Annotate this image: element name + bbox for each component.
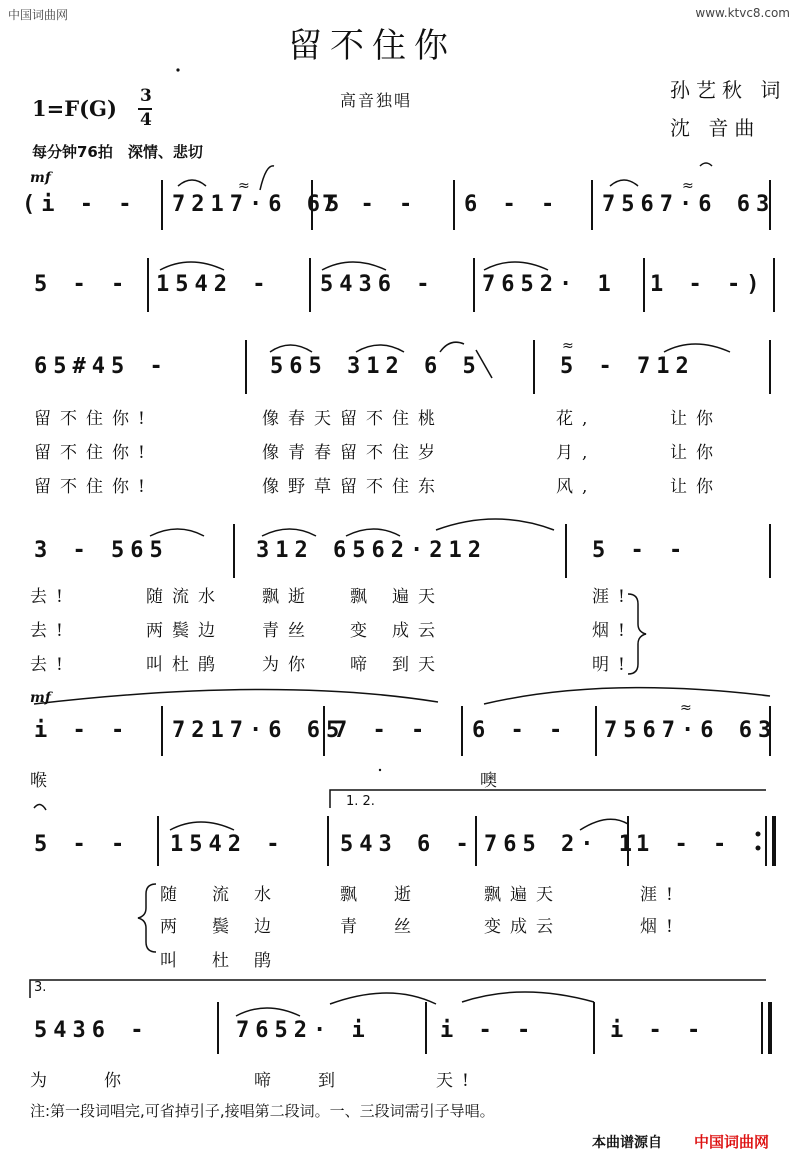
lyric-3-v3-d: 让你 (670, 477, 722, 497)
slur (462, 992, 594, 1002)
slur (262, 529, 316, 536)
measure-6-5: 1 - - (636, 832, 733, 857)
volta-bracket-1 (330, 790, 766, 808)
mordent: ≈ (682, 178, 694, 194)
lyric-6-v3-a: 叫 (160, 951, 186, 971)
phrase-arc (484, 688, 770, 704)
measure-4-1: 3 - 565 (34, 538, 169, 563)
measure-7-2: 7652· i (236, 1018, 371, 1043)
mordent: ≈ (238, 178, 250, 194)
lyric-4-v2-e: 成云 (392, 621, 444, 641)
slur (150, 529, 204, 536)
measure-1-4: 6 - - (464, 192, 561, 217)
phrase-arc (34, 689, 438, 704)
measure-2-3: 5436 - (320, 272, 436, 297)
mark-dot (176, 68, 179, 71)
volta-1-2: 1. 2. (346, 794, 375, 809)
slur (610, 180, 638, 186)
lyric-3-v1-a: 留不住你! (34, 409, 154, 429)
lyric-4-v1-c: 飘逝 (262, 587, 314, 607)
lyric-6-v1-f: 飘遍天 (484, 885, 562, 905)
measure-2-1: 5 - - (34, 272, 131, 297)
lyric-5-a: 喉 (30, 771, 56, 791)
lyric-6-v1-e: 逝 (394, 885, 420, 905)
lyric-4-v3-a: 去! (30, 655, 72, 675)
measure-7-3: i - - (440, 1018, 537, 1043)
lyric-4-v3-b: 叫杜鹃 (146, 655, 224, 675)
lyric-3-v1-c: 花, (556, 409, 597, 429)
slur (260, 166, 274, 190)
measure-6-4: 765 2· 1 (484, 832, 638, 857)
measure-2-5: 1 - -) (650, 272, 766, 297)
lyric-4-v1-b: 随流水 (146, 587, 224, 607)
measure-2-2: 1542 - (156, 272, 272, 297)
lyric-3-v2-a: 留不住你! (34, 443, 154, 463)
time-signature-bottom: 4 (140, 110, 152, 130)
measure-1-2: 7217·6 65 (172, 192, 346, 217)
measure-3-2: 565 312 6 5 (270, 354, 482, 379)
song-subtitle: 高音独唱 (340, 91, 413, 110)
measure-1-5: 7567·6 63 (602, 192, 776, 217)
slur (322, 262, 386, 270)
lyric-6-v2-g: 烟! (640, 917, 682, 937)
slur (440, 342, 464, 352)
slur (178, 180, 206, 186)
measure-1-3: 7 - - (322, 192, 419, 217)
lyric-4-v2-d: 变 (350, 621, 376, 641)
composer-credit: 沈 音曲 (670, 116, 761, 140)
measure-1-1: (i - - (22, 192, 138, 217)
lyricist-credit: 孙艺秋 词 (670, 78, 787, 102)
lyric-4-v3-f: 明! (592, 655, 634, 675)
lyric-5-b: 噢 (480, 771, 506, 791)
measure-6-1: 5 - - (34, 832, 131, 857)
lyric-6-v3-c: 鹃 (254, 951, 280, 971)
measure-6-2: 1542 - (170, 832, 286, 857)
slur (34, 804, 46, 810)
lyric-6-v1-d: 飘 (340, 885, 366, 905)
lyric-7-c: 啼 (254, 1071, 280, 1091)
lyric-6-v1-b: 流 (212, 885, 238, 905)
volta-bracket-3 (30, 980, 766, 998)
slur (356, 345, 404, 352)
lyric-6-v1-c: 水 (254, 885, 280, 905)
lyric-7-a: 为 (30, 1071, 56, 1091)
slur (160, 262, 224, 270)
lyric-3-v3-c: 风, (556, 477, 597, 497)
slur (346, 529, 400, 536)
measure-5-3: 7 - - (334, 718, 431, 743)
lyric-4-v3-e: 到天 (392, 655, 444, 675)
time-signature-top: 3 (140, 86, 152, 106)
mark-dot (379, 769, 381, 771)
measure-7-1: 5436 - (34, 1018, 150, 1043)
lyric-4-v1-e: 遍天 (392, 587, 444, 607)
measure-5-4: 6 - - (472, 718, 569, 743)
repeat-dot (756, 846, 761, 851)
lyric-3-v3-a: 留不住你! (34, 477, 154, 497)
lyric-6-v2-e: 丝 (394, 917, 420, 937)
slur (270, 345, 312, 352)
lyric-6-v2-d: 青 (340, 917, 366, 937)
lyric-4-v2-f: 烟! (592, 621, 634, 641)
lyric-3-v2-c: 月, (556, 443, 597, 463)
lyric-6-v2-b: 鬓 (212, 917, 238, 937)
lyric-6-v1-a: 随 (160, 885, 186, 905)
measure-6-3: 543 6 - (340, 832, 475, 857)
lyric-4-v2-c: 青丝 (262, 621, 314, 641)
watermark-left: 中国词曲网 (8, 8, 69, 22)
lyric-4-v2-a: 去! (30, 621, 72, 641)
measure-5-5: 7567·6 63 (604, 718, 778, 743)
lyric-4-v2-b: 两鬓边 (146, 621, 224, 641)
lyric-3-v2-d: 让你 (670, 443, 722, 463)
measure-3-3: 5 - 712 (560, 354, 695, 379)
key-signature: 1=F(G) (32, 96, 117, 121)
lyric-6-v1-g: 涯! (640, 885, 682, 905)
lyric-4-v3-c: 为你 (262, 655, 314, 675)
slur (330, 993, 436, 1004)
lyric-3-v3-b: 像野草留不住东 (262, 477, 444, 497)
measure-3-1: 65#45 - (34, 354, 169, 379)
measure-7-4: i - - (610, 1018, 707, 1043)
lyric-3-v1-d: 让你 (670, 409, 722, 429)
lyric-7-e: 天! (436, 1071, 478, 1091)
repeat-dot (756, 832, 761, 837)
mordent: ≈ (562, 338, 574, 354)
verse-brace-2 (138, 884, 156, 952)
measure-5-2: 7217·6 65 (172, 718, 346, 743)
measure-5-1: i - - (34, 718, 131, 743)
watermark-right: www.ktvc8.com (695, 6, 790, 20)
volta-3: 3. (34, 980, 47, 995)
slur (580, 819, 628, 830)
slur (700, 163, 712, 166)
slur (436, 519, 554, 530)
measure-4-3: 5 - - (592, 538, 689, 563)
verse-brace (628, 594, 646, 674)
lyric-7-d: 到 (318, 1071, 344, 1091)
slur (170, 822, 234, 830)
lyric-6-v2-c: 边 (254, 917, 280, 937)
mordent: ≈ (680, 700, 692, 716)
lyric-4-v1-a: 去! (30, 587, 72, 607)
dynamic-mf-2: mf (30, 690, 51, 706)
footnote: 注:第一段词唱完,可省掉引子,接唱第二段词。一、三段词需引子导唱。 (30, 1102, 495, 1120)
lyric-4-v1-d: 飘 (350, 587, 376, 607)
slur (664, 344, 730, 352)
tempo-marking: 每分钟76拍 深情、悲切 (32, 143, 203, 161)
lyric-6-v3-b: 杜 (212, 951, 238, 971)
measure-4-2: 312 6562·212 (256, 538, 487, 563)
dynamic-mf-1: mf (30, 170, 51, 186)
lyric-4-v3-d: 啼 (350, 655, 376, 675)
lyric-3-v2-b: 像青春留不住岁 (262, 443, 444, 463)
slur (236, 1008, 300, 1016)
lyric-6-v2-f: 变成云 (484, 917, 562, 937)
slur (484, 262, 548, 270)
lyric-3-v1-b: 像春天留不住桃 (262, 409, 444, 429)
measure-2-4: 7652· 1 (482, 272, 617, 297)
footer-source-name: 中国词曲网 (694, 1133, 770, 1151)
footer-source-label: 本曲谱源自 (592, 1135, 662, 1151)
song-title: 留不住你 (288, 26, 456, 66)
lyric-4-v1-f: 涯! (592, 587, 634, 607)
glissando (476, 350, 492, 378)
lyric-6-v2-a: 两 (160, 917, 186, 937)
lyric-7-b: 你 (104, 1071, 130, 1091)
